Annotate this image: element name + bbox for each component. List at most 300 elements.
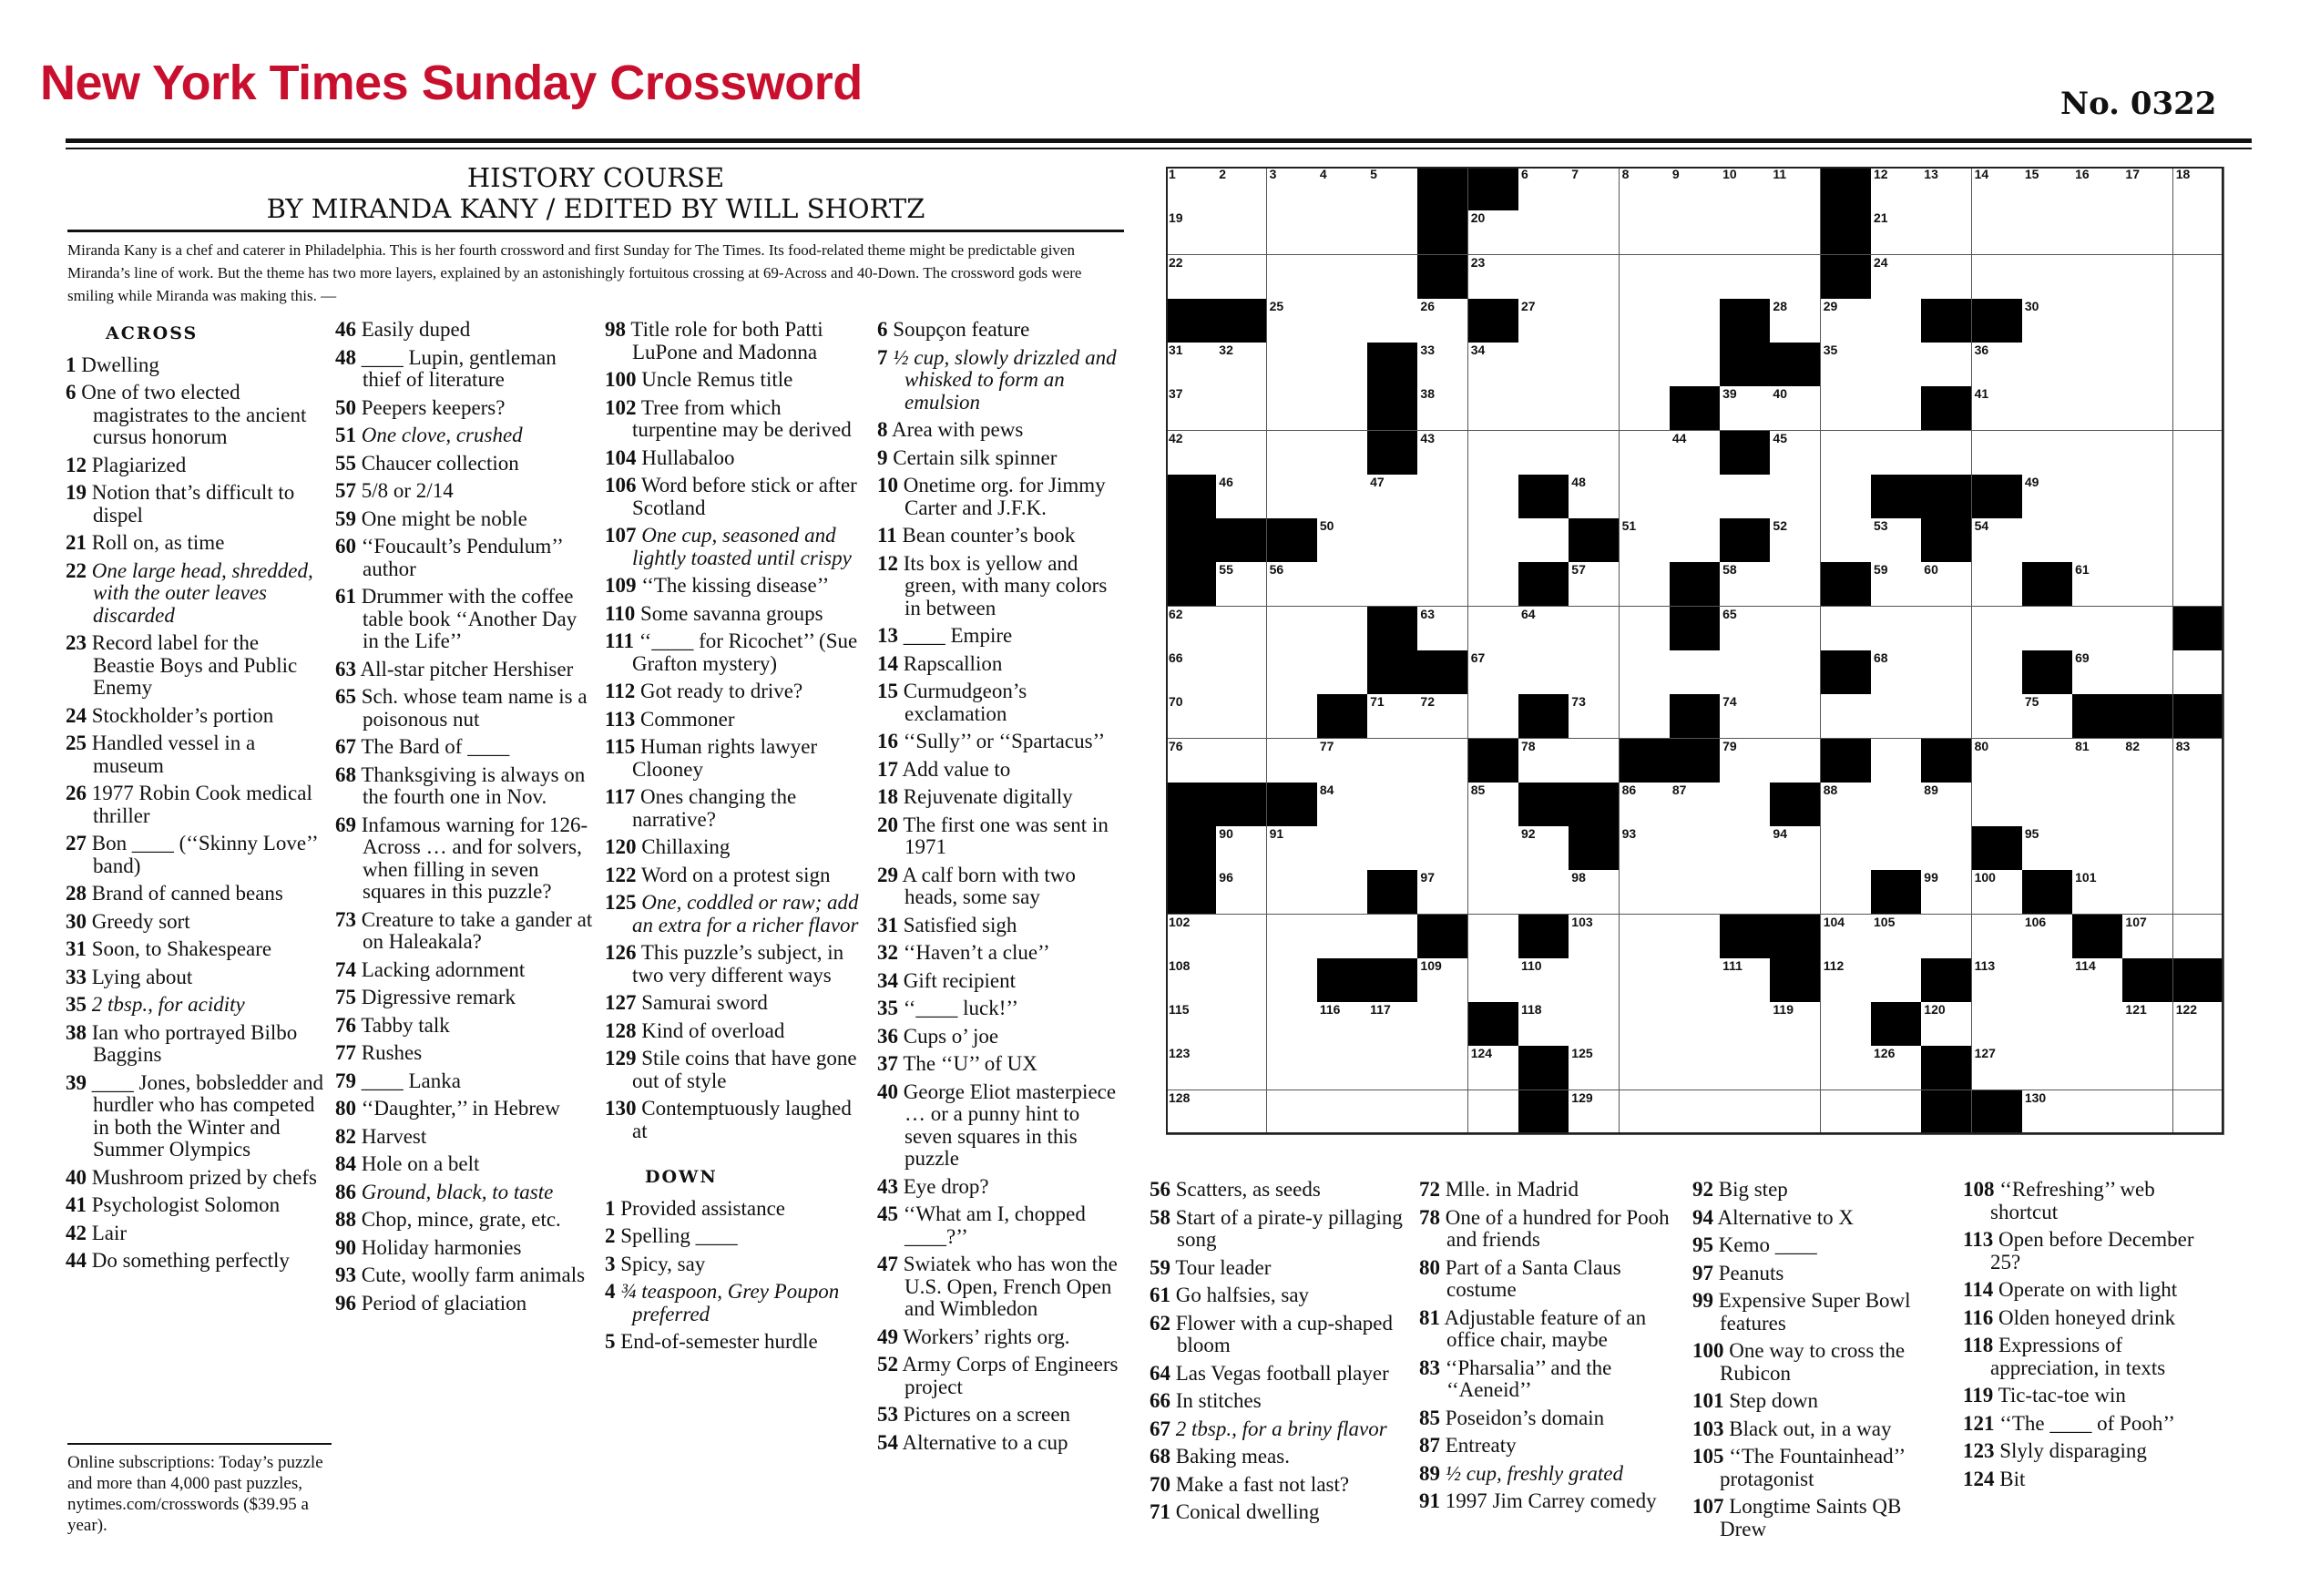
grid-cell[interactable] (1216, 958, 1267, 1003)
clue-item[interactable] (1963, 1385, 2223, 1407)
clue-item[interactable] (877, 942, 1123, 965)
grid-cell[interactable] (1620, 562, 1671, 607)
grid-cell[interactable] (1670, 431, 1721, 476)
grid-cell[interactable] (1216, 739, 1267, 783)
clue-item[interactable] (335, 814, 595, 904)
grid-cell[interactable] (1468, 386, 1519, 431)
grid-cell[interactable] (1367, 562, 1418, 607)
grid-cell[interactable] (1972, 167, 2023, 211)
clue-item[interactable] (335, 686, 595, 731)
clue-item[interactable] (335, 909, 595, 954)
grid-cell[interactable] (1871, 210, 1922, 255)
clue-item[interactable] (335, 959, 595, 982)
clue-item[interactable] (66, 732, 325, 777)
grid-cell[interactable] (1468, 1090, 1519, 1135)
clue-item[interactable] (605, 575, 869, 598)
clue-item[interactable] (1692, 1390, 1952, 1413)
grid-cell[interactable] (1518, 210, 1569, 255)
grid-cell[interactable] (1921, 562, 1972, 607)
grid-cell[interactable] (2173, 1002, 2224, 1047)
clue-item[interactable] (1692, 1496, 1952, 1540)
clue-item[interactable] (1963, 1468, 2223, 1491)
clue-item[interactable] (605, 447, 869, 470)
grid-cell[interactable] (1468, 562, 1519, 607)
clue-item[interactable] (605, 1098, 869, 1142)
grid-cell[interactable] (1569, 870, 1620, 915)
clue-item[interactable] (66, 911, 325, 934)
grid-cell[interactable] (1720, 1002, 1771, 1047)
grid-cell[interactable] (2122, 475, 2173, 519)
clue-item[interactable] (1692, 1263, 1952, 1285)
grid-cell[interactable] (1468, 343, 1519, 387)
grid-cell[interactable] (1317, 343, 1368, 387)
grid-cell[interactable] (1620, 299, 1671, 343)
grid-cell[interactable] (1770, 1002, 1821, 1047)
clue-item[interactable] (1692, 1179, 1952, 1202)
clue-item[interactable] (605, 892, 869, 936)
grid-cell[interactable] (1518, 870, 1569, 915)
grid-cell[interactable] (1871, 299, 1922, 343)
grid-cell[interactable] (2173, 431, 2224, 476)
grid-cell[interactable] (2072, 210, 2123, 255)
grid-cell[interactable] (1166, 650, 1217, 695)
grid-cell[interactable] (1770, 167, 1821, 211)
grid-cell[interactable] (1720, 650, 1771, 695)
grid-cell[interactable] (1821, 343, 1872, 387)
grid-cell[interactable] (1518, 255, 1569, 300)
grid-cell[interactable] (1417, 299, 1468, 343)
grid-cell[interactable] (1972, 650, 2023, 695)
grid-cell[interactable] (1972, 386, 2023, 431)
grid-cell[interactable] (1267, 343, 1318, 387)
grid-cell[interactable] (1367, 255, 1418, 300)
grid-cell[interactable] (1620, 694, 1671, 739)
clue-item[interactable] (1150, 1284, 1409, 1307)
clue-item[interactable] (877, 447, 1123, 470)
grid-cell[interactable] (2173, 650, 2224, 695)
grid-cell[interactable] (2022, 694, 2073, 739)
clue-item[interactable] (1963, 1335, 2223, 1379)
grid-cell[interactable] (1972, 694, 2023, 739)
grid-cell[interactable] (1367, 475, 1418, 519)
grid-cell[interactable] (1620, 343, 1671, 387)
clue-item[interactable] (877, 653, 1123, 676)
grid-cell[interactable] (1267, 694, 1318, 739)
grid-cell[interactable] (1770, 518, 1821, 563)
grid-cell[interactable] (1468, 958, 1519, 1003)
clue-item[interactable] (335, 987, 595, 1009)
clue-item[interactable] (335, 586, 595, 653)
clue-item[interactable] (877, 1404, 1123, 1427)
grid-cell[interactable] (2122, 167, 2173, 211)
grid-cell[interactable] (1670, 255, 1721, 300)
grid-cell[interactable] (1720, 958, 1771, 1003)
clue-item[interactable] (335, 536, 595, 580)
grid-cell[interactable] (2122, 826, 2173, 871)
grid-cell[interactable] (1317, 562, 1368, 607)
grid-cell[interactable] (1367, 299, 1418, 343)
clue-item[interactable] (605, 836, 869, 859)
clue-item[interactable] (335, 764, 595, 809)
grid-cell[interactable] (1216, 694, 1267, 739)
grid-cell[interactable] (1518, 386, 1569, 431)
grid-cell[interactable] (1317, 1046, 1368, 1090)
grid-cell[interactable] (1569, 607, 1620, 651)
grid-cell[interactable] (1216, 870, 1267, 915)
grid-cell[interactable] (1468, 518, 1519, 563)
clue-item[interactable] (66, 883, 325, 905)
clue-item[interactable] (877, 319, 1123, 342)
grid-cell[interactable] (1267, 870, 1318, 915)
grid-cell[interactable] (1216, 915, 1267, 959)
grid-cell[interactable] (2072, 431, 2123, 476)
grid-cell[interactable] (1216, 1090, 1267, 1135)
clue-item[interactable] (66, 994, 325, 1017)
clue-item[interactable] (605, 603, 869, 626)
clue-item[interactable] (877, 475, 1123, 519)
grid-cell[interactable] (1871, 694, 1922, 739)
clue-item[interactable] (66, 354, 325, 377)
grid-cell[interactable] (2072, 167, 2123, 211)
grid-cell[interactable] (1921, 607, 1972, 651)
grid-cell[interactable] (2173, 739, 2224, 783)
grid-cell[interactable] (1267, 958, 1318, 1003)
clue-item[interactable] (877, 998, 1123, 1020)
clue-item[interactable] (335, 1237, 595, 1260)
clue-item[interactable] (66, 1072, 325, 1161)
clue-item[interactable] (605, 709, 869, 732)
grid-cell[interactable] (2022, 431, 2073, 476)
grid-cell[interactable] (1620, 1002, 1671, 1047)
grid-cell[interactable] (1770, 1046, 1821, 1090)
grid-cell[interactable] (1216, 475, 1267, 519)
grid-cell[interactable] (1216, 167, 1267, 211)
grid-cell[interactable] (2122, 1046, 2173, 1090)
grid-cell[interactable] (1620, 783, 1671, 827)
clue-item[interactable] (335, 347, 595, 392)
clue-item[interactable] (1150, 1474, 1409, 1497)
grid-cell[interactable] (1770, 475, 1821, 519)
grid-cell[interactable] (1317, 431, 1368, 476)
clue-item[interactable] (335, 736, 595, 759)
grid-cell[interactable] (2122, 915, 2173, 959)
grid-cell[interactable] (2173, 210, 2224, 255)
grid-cell[interactable] (2173, 167, 2224, 211)
grid-cell[interactable] (2072, 650, 2123, 695)
grid-cell[interactable] (2072, 255, 2123, 300)
grid-cell[interactable] (2122, 650, 2173, 695)
grid-cell[interactable] (1166, 1046, 1217, 1090)
grid-cell[interactable] (2122, 343, 2173, 387)
grid-cell[interactable] (1871, 255, 1922, 300)
grid-cell[interactable] (1417, 739, 1468, 783)
grid-cell[interactable] (1972, 431, 2023, 476)
grid-cell[interactable] (1518, 343, 1569, 387)
clue-item[interactable] (1963, 1279, 2223, 1302)
grid-cell[interactable] (1770, 1090, 1821, 1135)
grid-cell[interactable] (1569, 915, 1620, 959)
grid-cell[interactable] (1921, 783, 1972, 827)
clue-item[interactable] (1692, 1340, 1952, 1385)
grid-cell[interactable] (1216, 386, 1267, 431)
grid-cell[interactable] (1871, 167, 1922, 211)
grid-cell[interactable] (1417, 694, 1468, 739)
clue-item[interactable] (66, 1223, 325, 1245)
grid-cell[interactable] (1770, 826, 1821, 871)
grid-cell[interactable] (2022, 255, 2073, 300)
grid-cell[interactable] (1921, 915, 1972, 959)
grid-cell[interactable] (1871, 386, 1922, 431)
grid-cell[interactable] (1670, 1046, 1721, 1090)
clue-item[interactable] (335, 1126, 595, 1149)
grid-cell[interactable] (2072, 1002, 2123, 1047)
grid-cell[interactable] (1670, 958, 1721, 1003)
clue-item[interactable] (877, 1081, 1123, 1171)
grid-cell[interactable] (1317, 739, 1368, 783)
clue-item[interactable] (1419, 1463, 1679, 1486)
grid-cell[interactable] (1367, 739, 1418, 783)
grid-cell[interactable] (2122, 431, 2173, 476)
grid-cell[interactable] (1720, 562, 1771, 607)
grid-cell[interactable] (1468, 475, 1519, 519)
grid-cell[interactable] (1166, 386, 1217, 431)
clue-item[interactable] (66, 1194, 325, 1217)
grid-cell[interactable] (1468, 1046, 1519, 1090)
grid-cell[interactable] (1267, 210, 1318, 255)
grid-cell[interactable] (1620, 1090, 1671, 1135)
grid-cell[interactable] (1166, 739, 1217, 783)
grid-cell[interactable] (1216, 826, 1267, 871)
clue-item[interactable] (1963, 1307, 2223, 1330)
grid-cell[interactable] (1620, 607, 1671, 651)
grid-cell[interactable] (1518, 518, 1569, 563)
grid-cell[interactable] (1620, 870, 1671, 915)
grid-cell[interactable] (2022, 1090, 2073, 1135)
grid-cell[interactable] (2072, 870, 2123, 915)
grid-cell[interactable] (1972, 739, 2023, 783)
grid-cell[interactable] (1518, 650, 1569, 695)
grid-cell[interactable] (1166, 431, 1217, 476)
clue-item[interactable] (66, 560, 325, 628)
grid-cell[interactable] (1770, 607, 1821, 651)
grid-cell[interactable] (1468, 607, 1519, 651)
clue-item[interactable] (605, 1281, 869, 1325)
grid-cell[interactable] (2122, 607, 2173, 651)
grid-cell[interactable] (1620, 255, 1671, 300)
grid-cell[interactable] (2022, 343, 2073, 387)
grid-cell[interactable] (1518, 607, 1569, 651)
grid-cell[interactable] (1720, 1090, 1771, 1135)
grid-cell[interactable] (1417, 607, 1468, 651)
grid-cell[interactable] (1670, 783, 1721, 827)
grid-cell[interactable] (1972, 870, 2023, 915)
clue-item[interactable] (877, 625, 1123, 648)
clue-item[interactable] (605, 1225, 869, 1248)
grid-cell[interactable] (2072, 1090, 2123, 1135)
clue-item[interactable] (335, 1264, 595, 1287)
grid-cell[interactable] (1468, 431, 1519, 476)
grid-cell[interactable] (1417, 518, 1468, 563)
clue-item[interactable] (335, 1098, 595, 1120)
grid-cell[interactable] (1871, 607, 1922, 651)
clue-item[interactable] (335, 1070, 595, 1093)
grid-cell[interactable] (1166, 210, 1217, 255)
grid-cell[interactable] (1417, 1046, 1468, 1090)
grid-cell[interactable] (2022, 210, 2073, 255)
grid-cell[interactable] (1468, 650, 1519, 695)
grid-cell[interactable] (1367, 1002, 1418, 1047)
grid-cell[interactable] (1468, 694, 1519, 739)
grid-cell[interactable] (1468, 870, 1519, 915)
grid-cell[interactable] (1670, 210, 1721, 255)
grid-cell[interactable] (2022, 299, 2073, 343)
grid-cell[interactable] (1267, 167, 1318, 211)
grid-cell[interactable] (1569, 739, 1620, 783)
clue-item[interactable] (877, 970, 1123, 993)
grid-cell[interactable] (1569, 1046, 1620, 1090)
grid-cell[interactable] (2072, 826, 2123, 871)
grid-cell[interactable] (1569, 255, 1620, 300)
clue-item[interactable] (1692, 1290, 1952, 1335)
grid-cell[interactable] (1267, 562, 1318, 607)
grid-cell[interactable] (1871, 958, 1922, 1003)
grid-cell[interactable] (2072, 386, 2123, 431)
grid-cell[interactable] (1670, 518, 1721, 563)
grid-cell[interactable] (1417, 870, 1468, 915)
grid-cell[interactable] (1569, 431, 1620, 476)
clue-item[interactable] (335, 397, 595, 420)
grid-cell[interactable] (1972, 607, 2023, 651)
grid-cell[interactable] (1720, 1046, 1771, 1090)
grid-cell[interactable] (1267, 650, 1318, 695)
clue-item[interactable] (66, 532, 325, 555)
grid-cell[interactable] (1821, 431, 1872, 476)
grid-cell[interactable] (1166, 255, 1217, 300)
grid-cell[interactable] (1670, 826, 1721, 871)
clue-item[interactable] (877, 680, 1123, 725)
grid-cell[interactable] (1871, 562, 1922, 607)
clue-item[interactable] (1419, 1407, 1679, 1430)
clue-item[interactable] (1150, 1390, 1409, 1413)
grid-cell[interactable] (1317, 386, 1368, 431)
grid-cell[interactable] (1569, 210, 1620, 255)
grid-cell[interactable] (2022, 783, 2073, 827)
grid-cell[interactable] (2173, 826, 2224, 871)
grid-cell[interactable] (2022, 386, 2073, 431)
grid-cell[interactable] (1417, 783, 1468, 827)
clue-item[interactable] (605, 475, 869, 519)
grid-cell[interactable] (1972, 562, 2023, 607)
crossword-grid[interactable] (1166, 167, 2223, 1134)
grid-cell[interactable] (1921, 255, 1972, 300)
grid-cell[interactable] (1267, 255, 1318, 300)
grid-cell[interactable] (2022, 1046, 2073, 1090)
grid-cell[interactable] (1216, 255, 1267, 300)
grid-cell[interactable] (2022, 915, 2073, 959)
clue-item[interactable] (877, 864, 1123, 909)
grid-cell[interactable] (1569, 343, 1620, 387)
clue-item[interactable] (1419, 1207, 1679, 1252)
clue-item[interactable] (1963, 1413, 2223, 1436)
grid-cell[interactable] (1921, 343, 1972, 387)
grid-cell[interactable] (2173, 518, 2224, 563)
clue-item[interactable] (66, 783, 325, 827)
clue-item[interactable] (1150, 1179, 1409, 1202)
grid-cell[interactable] (1821, 1046, 1872, 1090)
grid-cell[interactable] (1972, 1046, 2023, 1090)
clue-item[interactable] (1963, 1229, 2223, 1274)
grid-cell[interactable] (1569, 1002, 1620, 1047)
grid-cell[interactable] (1821, 518, 1872, 563)
grid-cell[interactable] (1166, 958, 1217, 1003)
grid-cell[interactable] (1770, 562, 1821, 607)
clue-item[interactable] (605, 1020, 869, 1043)
clue-item[interactable] (66, 632, 325, 700)
grid-cell[interactable] (1367, 518, 1418, 563)
grid-cell[interactable] (1871, 1090, 1922, 1135)
grid-cell[interactable] (1267, 431, 1318, 476)
grid-cell[interactable] (2173, 1046, 2224, 1090)
grid-cell[interactable] (1921, 870, 1972, 915)
grid-cell[interactable] (2173, 562, 2224, 607)
grid-cell[interactable] (1216, 431, 1267, 476)
grid-cell[interactable] (2122, 518, 2173, 563)
clue-item[interactable] (877, 1026, 1123, 1049)
clue-item[interactable] (605, 1198, 869, 1221)
grid-cell[interactable] (1417, 958, 1468, 1003)
clue-item[interactable] (877, 347, 1123, 414)
grid-cell[interactable] (1821, 826, 1872, 871)
grid-cell[interactable] (1518, 299, 1569, 343)
grid-cell[interactable] (1166, 607, 1217, 651)
clue-item[interactable] (605, 1253, 869, 1276)
clue-item[interactable] (1419, 1435, 1679, 1458)
grid-cell[interactable] (1972, 210, 2023, 255)
grid-cell[interactable] (1417, 386, 1468, 431)
grid-cell[interactable] (2122, 255, 2173, 300)
grid-cell[interactable] (1821, 783, 1872, 827)
grid-cell[interactable] (1569, 475, 1620, 519)
grid-cell[interactable] (1972, 255, 2023, 300)
grid-cell[interactable] (1367, 694, 1418, 739)
grid-cell[interactable] (2122, 739, 2173, 783)
grid-cell[interactable] (2072, 958, 2123, 1003)
grid-cell[interactable] (2022, 607, 2073, 651)
clue-item[interactable] (335, 1209, 595, 1232)
clue-item[interactable] (877, 1203, 1123, 1248)
grid-cell[interactable] (2072, 1046, 2123, 1090)
clue-item[interactable] (66, 1250, 325, 1273)
clue-item[interactable] (1150, 1418, 1409, 1441)
grid-cell[interactable] (1317, 167, 1368, 211)
grid-cell[interactable] (1569, 562, 1620, 607)
clue-item[interactable] (1692, 1446, 1952, 1490)
grid-cell[interactable] (2122, 386, 2173, 431)
clue-item[interactable] (1150, 1207, 1409, 1252)
grid-cell[interactable] (1670, 1002, 1721, 1047)
grid-cell[interactable] (1417, 826, 1468, 871)
grid-cell[interactable] (1317, 826, 1368, 871)
clue-item[interactable] (1150, 1501, 1409, 1524)
clue-item[interactable] (66, 1167, 325, 1190)
grid-cell[interactable] (1317, 255, 1368, 300)
grid-cell[interactable] (1871, 650, 1922, 695)
grid-cell[interactable] (1720, 870, 1771, 915)
clue-item[interactable] (605, 369, 869, 392)
clue-item[interactable] (335, 319, 595, 342)
grid-cell[interactable] (1166, 1002, 1217, 1047)
clue-item[interactable] (66, 938, 325, 961)
